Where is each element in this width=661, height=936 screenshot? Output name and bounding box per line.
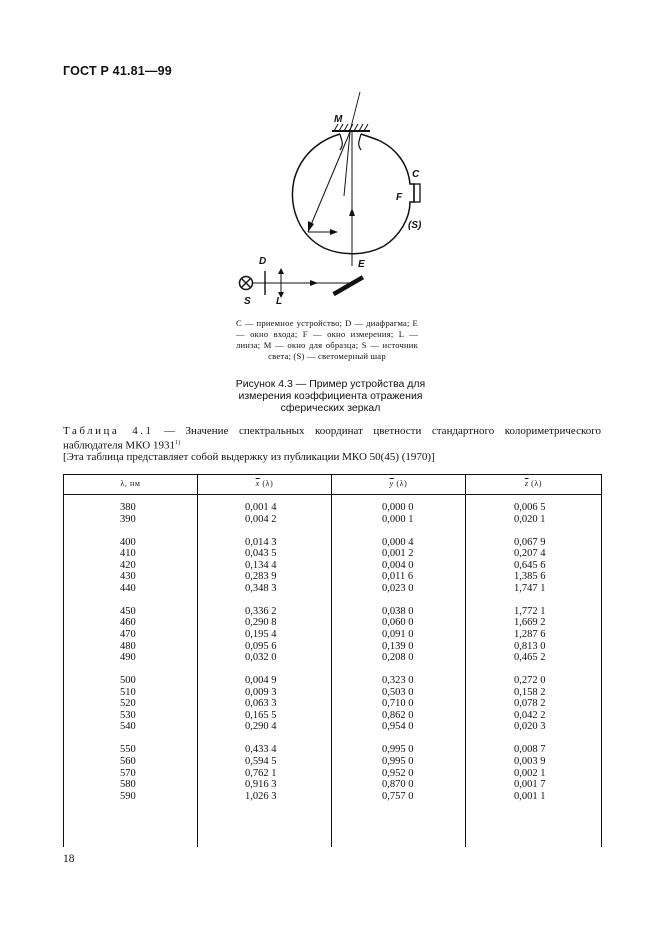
table-cell: 0,195 4 [245,629,277,641]
table-cell: 0,710 0 [382,698,414,710]
arrow-right [310,280,318,286]
arrow-up [349,208,355,216]
table-cell: 0,063 3 [245,698,277,710]
table-cell: 0,762 1 [245,767,277,779]
detector-c [414,184,420,202]
label-d: D [259,256,267,267]
figure-diagram [228,90,433,320]
header-z: $\overline{z}$ (λ) [524,479,543,488]
label-m: M [334,114,343,125]
group-spacer [514,664,546,676]
group-spacer [120,594,136,606]
entrance-mirror-e [332,275,364,296]
table-cell: 1,747 1 [514,582,546,594]
table-cell: 1,669 2 [514,617,546,629]
page-number: 18 [63,853,75,865]
table-cell: 460 [120,617,136,629]
table-label: Таблица 4.1 [63,425,154,437]
table-cell: 0,011 6 [382,571,414,583]
table-cell: 470 [120,629,136,641]
table-cell: 0,000 4 [382,536,414,548]
table-cell: 0,023 0 [382,582,414,594]
table-cell: 0,134 4 [245,559,277,571]
column-divider [465,475,466,847]
table-cell: 0,003 9 [514,756,546,768]
column-z [514,502,546,802]
group-spacer [514,733,546,745]
column-x [245,502,277,802]
table-cell: 0,862 0 [382,709,414,721]
table-cell: 0,042 2 [514,709,546,721]
table-cell: 0,813 0 [514,640,546,652]
table-title [63,426,601,452]
table-cell: 0,001 7 [514,779,546,791]
table-cell: 1,772 1 [514,605,546,617]
table-cell: 0,503 0 [382,686,414,698]
table-cell: 0,995 0 [382,756,414,768]
table-cell: 440 [120,582,136,594]
label-f: F [396,192,403,203]
table-cell: 0,014 3 [245,536,277,548]
table-cell: 450 [120,605,136,617]
table-cell: 420 [120,559,136,571]
table-cell: 0,008 7 [514,744,546,756]
reflected-ray-2 [344,132,350,196]
table-cell: 0,272 0 [514,675,546,687]
normal-line [350,92,360,131]
table-cell: 410 [120,548,136,560]
table-cell: 0,009 3 [245,686,277,698]
group-spacer [120,733,136,745]
table-cell: 510 [120,686,136,698]
column-divider [197,475,198,847]
table-cell: 570 [120,767,136,779]
table-cell: 0,000 0 [382,502,414,513]
column-lambda [120,502,136,802]
table-cell: 0,594 5 [245,756,277,768]
table-cell: 0,139 0 [382,640,414,652]
table-cell: 380 [120,502,136,513]
group-spacer [245,664,277,676]
table-cell: 0,001 1 [514,790,546,802]
sphere-apparatus-diagram [228,90,433,320]
footnote-mark: 1) [174,439,180,446]
table-cell: 0,290 8 [245,617,277,629]
group-spacer [382,733,414,745]
table-cell: 0,091 0 [382,629,414,641]
group-spacer [382,664,414,676]
column-divider [331,475,332,847]
header-y: $\overline{y}$ (λ) [389,479,408,488]
group-spacer [382,525,414,537]
document-code: ГОСТ Р 41.81—99 [63,64,172,78]
label-e: E [358,259,365,270]
group-spacer [245,733,277,745]
table-cell: 580 [120,779,136,791]
table-cell: 590 [120,790,136,802]
table-title-text: — Значение спектральных координат цветности стандартного колориметрического наблюдателя МКО 1931 [63,425,601,452]
label-s-sphere: (S) [408,220,422,231]
table-cell: 0,952 0 [382,767,414,779]
table-cell: 0,465 2 [514,652,546,664]
table-cell: 0,290 4 [245,721,277,733]
table-cell: 0,323 0 [382,675,414,687]
table-cell: 0,004 0 [382,559,414,571]
table-cell: 500 [120,675,136,687]
table-cell: 390 [120,513,136,525]
table-cell: 1,385 6 [514,571,546,583]
table-cell: 0,954 0 [382,721,414,733]
arrow-reflected-1b [330,229,338,235]
data-table [63,474,602,847]
table-cell: 490 [120,652,136,664]
table-cell: 0,001 2 [382,548,414,560]
table-cell: 0,001 4 [245,502,277,513]
table-cell: 0,020 1 [514,513,546,525]
table-cell: 520 [120,698,136,710]
header-x: $\overline{x}$ (λ) [255,479,274,488]
table-cell: 0,870 0 [382,779,414,791]
column-y [382,502,414,802]
table-cell: 0,348 3 [245,582,277,594]
table-cell: 0,207 4 [514,548,546,560]
label-l: L [276,296,283,307]
table-cell: 0,336 2 [245,605,277,617]
sphere-neck-left [340,134,342,150]
table-cell: 0,067 9 [514,536,546,548]
group-spacer [245,525,277,537]
group-spacer [514,594,546,606]
figure-legend: C — приемное устройство; D — диафрагма; E — окно входа; F — окно измерения; L — линза; M — окно для образца; S — источник света; (S) — светомерный шар [236,318,418,361]
header-lambda: λ, нм [120,479,141,488]
table-cell: 0,038 0 [382,605,414,617]
sphere-neck-right [359,134,361,150]
group-spacer [120,525,136,537]
label-s: S [244,296,251,307]
table-cell: 1,287 6 [514,629,546,641]
table-cell: 0,995 0 [382,744,414,756]
table-cell: 0,060 0 [382,617,414,629]
table-cell: 540 [120,721,136,733]
table-cell: 0,000 1 [382,513,414,525]
table-cell: 0,043 5 [245,548,277,560]
table-cell: 0,158 2 [514,686,546,698]
table-cell: 0,002 1 [514,767,546,779]
table-cell: 400 [120,536,136,548]
table-cell: 0,004 2 [245,513,277,525]
table-cell: 0,757 0 [382,790,414,802]
table-cell: 480 [120,640,136,652]
table-subtitle: [Эта таблица представляет собой выдержку из публикации МКО 50(45) (1970)] [63,451,435,463]
table-cell: 530 [120,709,136,721]
table-cell: 550 [120,744,136,756]
table-cell: 0,165 5 [245,709,277,721]
table-cell: 0,095 6 [245,640,277,652]
table-cell: 0,916 3 [245,779,277,791]
table-cell: 0,004 9 [245,675,277,687]
arrow-reflected-1 [308,221,314,232]
group-spacer [514,525,546,537]
table-cell: 0,006 5 [514,502,546,513]
group-spacer [245,594,277,606]
table-cell: 0,208 0 [382,652,414,664]
table-cell: 1,026 3 [245,790,277,802]
table-cell: 0,433 4 [245,744,277,756]
table-cell: 0,020 3 [514,721,546,733]
group-spacer [120,664,136,676]
table-cell: 0,645 6 [514,559,546,571]
table-cell: 0,283 9 [245,571,277,583]
table-cell: 0,032 0 [245,652,277,664]
table-cell: 0,078 2 [514,698,546,710]
figure-caption: Рисунок 4.3 — Пример устройства для измерения коэффициента отражения сферических зеркал [235,378,426,414]
table-cell: 560 [120,756,136,768]
table-header [64,475,601,495]
table-cell: 430 [120,571,136,583]
label-c: C [412,169,420,180]
group-spacer [382,594,414,606]
